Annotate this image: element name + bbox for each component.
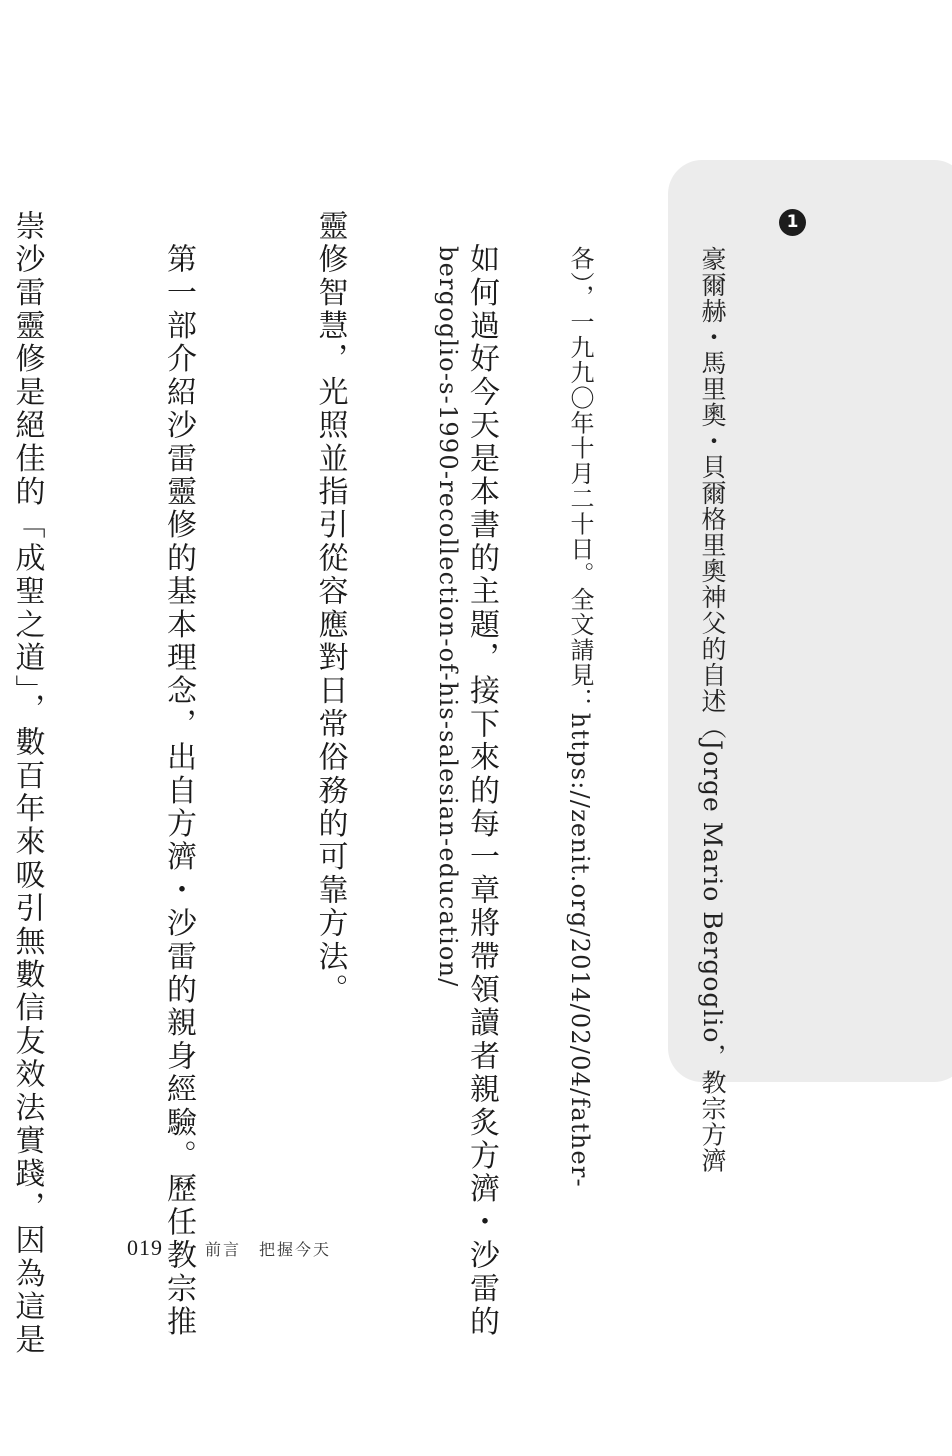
running-head: 前言 把握今天 [205, 1240, 332, 1259]
footnote-marker: 1 [779, 209, 806, 236]
page-number: 019 [127, 1235, 163, 1260]
footnote-line-2: 各），一九九〇年十月二十日。全文請見：https://zenit.org/2014/02/04/father- [566, 246, 594, 1188]
body-line-4: 崇沙雷靈修是絕佳的「成聖之道」，數百年來吸引無數信友效法實踐，因為這是 [9, 210, 45, 1357]
footnote-line-3: bergoglio-s-1990-recollection-of-his-salesian-education/ [434, 246, 462, 988]
footnote-line-1: 豪爾赫・馬里奧・貝爾格里奧神父的自述（Jorge Mario Bergoglio，教宗方濟 [698, 246, 727, 1174]
body-line-2: 靈修智慧，光照並指引從容應對日常俗務的可靠方法。 [312, 210, 348, 1007]
body-line-1: 如何過好今天是本書的主題，接下來的每一章將帶領讀者親炙方濟・沙雷的 [464, 210, 499, 1339]
body-line-3: 第一部介紹沙雷靈修的基本理念，出自方濟・沙雷的親身經驗。歷任教宗推 [161, 210, 196, 1339]
